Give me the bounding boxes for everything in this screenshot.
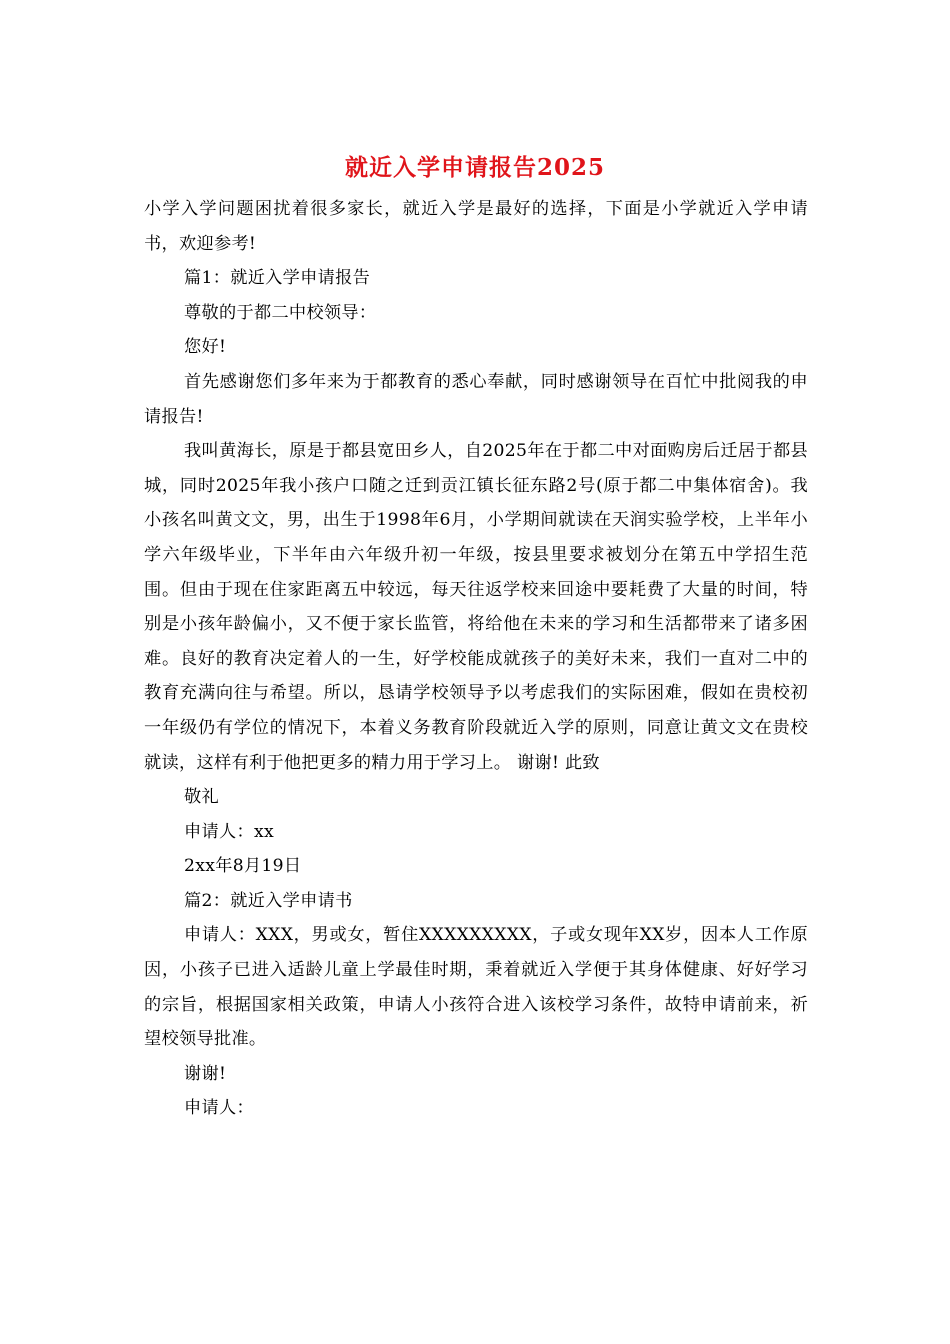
paragraph: 您好! — [184, 337, 227, 358]
paragraph: 篇2：就近入学申请书 — [184, 890, 353, 911]
paragraph: 小学入学问题困扰着很多家长，就近入学是最好的选择，下面是小学就近入学申请书，欢迎参考! — [144, 199, 808, 254]
paragraph: 篇1：就近入学申请报告 — [184, 268, 371, 289]
paragraph: 我叫黄海长，原是于都县宽田乡人，自2025年在于都二中对面购房后迁居于都县城，同时2025年我小孩户口随之迁到贡江镇长征东路2号(原于都二中集体宿舍)。我小孩名叫黄文文，男，出生于1998年6月，小学期间就读在天润实验学校，上半年小学六年级毕业，下半年由六年级升初一年级，按县里要求被划分在第五中学招生范围。但由于现在住家距离五中较远，每天往返学校来回途中要耗费了大量的时间，特别是小孩年龄偏小，又不便于家长监管，将给他在未来的学习和生活都带来了诸多困难。良好的教育决定着人的一生，好学校能成就孩子的美好未来，我们一直对二中的教育充满向往与希望。所以，恳请学校领导予以考虑我们的实际困难，假如在贵校初一年级仍有学位的情况下，本着义务教育阶段就近入学的原则，同意让黄文文在贵校就读，这样有利于他把更多的精力用于学习上。 谢谢! 此致 — [144, 441, 808, 773]
paragraph: 谢谢! — [184, 1063, 227, 1084]
paragraph: 尊敬的于都二中校领导： — [184, 302, 377, 323]
paragraph: 敬礼 — [184, 787, 219, 808]
paragraph: 申请人：XXX，男或女，暂住XXXXXXXXX，子或女现年XX岁，因本人工作原因，小孩子已进入适龄儿童上学最佳时期，秉着就近入学便于其身体健康、好好学习的宗旨，根据国家相关政策，申请人小孩符合进入该校学习条件，故特申请前来，祈望校领导批准。 — [144, 925, 808, 1050]
paragraph: 2xx年8月19日 — [184, 856, 302, 877]
paragraph: 首先感谢您们多年来为于都教育的悉心奉献，同时感谢领导在百忙中批阅我的申请报告! — [144, 371, 808, 427]
document-body — [144, 192, 808, 1126]
paragraph: 申请人：xx — [184, 821, 274, 842]
paragraph: 申请人： — [184, 1098, 254, 1119]
document-title: 就近入学申请报告2025 — [344, 154, 605, 181]
